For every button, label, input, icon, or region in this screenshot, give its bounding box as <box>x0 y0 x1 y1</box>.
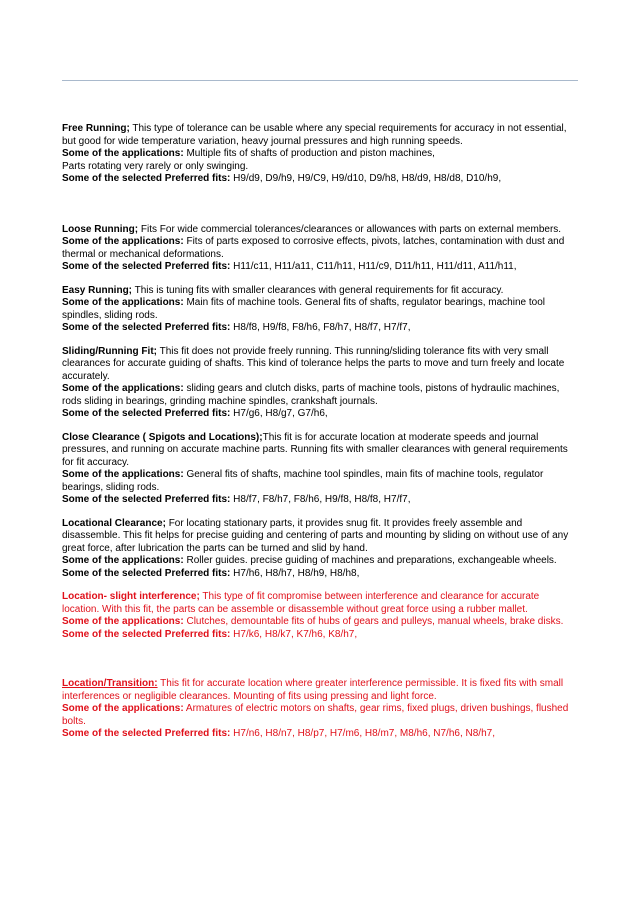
applications-line <box>62 148 578 161</box>
section-heading: Location- slight interference; <box>62 591 200 602</box>
applications-label: Some of the applications: <box>62 297 184 308</box>
preferred-fits-label: Some of the selected Preferred fits: <box>62 408 231 419</box>
preferred-fits-line <box>62 322 578 335</box>
section-sliding-running-fit <box>62 346 578 421</box>
applications-label: Some of the applications: <box>62 148 184 159</box>
section-free-running <box>62 123 578 186</box>
description-text: This is tuning fits with smaller clearances with general requirements for fit accuracy. <box>132 284 504 296</box>
preferred-fits-line <box>62 728 578 741</box>
section-description <box>62 678 578 703</box>
section-description <box>62 123 578 148</box>
applications-text: Roller guides. precise guiding of machines and preparations, exchangeable wheels. <box>183 555 557 566</box>
description-text: For locating stationary parts, it provides snug fit. It provides freely assemble and disassemble. This fit helps for precise guiding and centering of parts and mounting by sliding on without use of any great force, after lubrication the parts can be turned and slid by hand. <box>62 517 569 554</box>
applications-label: Some of the applications: <box>62 469 184 480</box>
preferred-fits-line <box>62 629 578 642</box>
preferred-fits-line <box>62 408 578 421</box>
applications-label: Some of the applications: <box>62 383 184 394</box>
applications-line <box>62 469 578 494</box>
section-locational-clearance <box>62 518 578 581</box>
section-description <box>62 285 578 298</box>
preferred-fits-text: H9/d9, D9/h9, H9/C9, H9/d10, D9/h8, H8/d9, H8/d8, D10/h9, <box>230 173 502 184</box>
preferred-fits-text: H7/k6, H8/k7, K7/h6, K8/h7, <box>230 628 358 640</box>
preferred-fits-text: H7/h6, H8/h7, H8/h9, H8/h8, <box>230 567 360 579</box>
description-text: This fit for accurate location where greater interference permissible. It is fixed fits with small interferences or negligible clearances. Mounting of fits using pressing and light force. <box>62 678 564 702</box>
preferred-fits-text: H7/g6, H8/g7, G7/h6, <box>230 408 328 419</box>
applications-text: sliding gears and clutch disks, parts of machine tools, pistons of hydraulic machines, rods sliding in bearings, grinding machine spindles, crankshaft journals. <box>62 383 560 407</box>
applications-text: Multiple fits of shafts of production and piston machines, <box>183 148 435 159</box>
applications-text: Armatures of electric motors on shafts, gear rims, fixed plugs, driven bushings, flushed bolts. <box>62 703 569 727</box>
preferred-fits-label: Some of the selected Preferred fits: <box>62 322 231 333</box>
preferred-fits-line <box>62 261 578 274</box>
applications-line <box>62 236 578 261</box>
preferred-fits-text: H8/f8, H9/f8, F8/h6, F8/h7, H8/f7, H7/f7, <box>230 322 411 333</box>
preferred-fits-text: H8/f7, F8/h7, F8/h6, H9/f8, H8/f8, H7/f7, <box>230 494 411 505</box>
applications-line <box>62 616 578 629</box>
applications-text: Fits of parts exposed to corrosive effects, pivots, latches, contamination with dust and thermal or mechanical deformations. <box>62 236 565 260</box>
preferred-fits-label: Some of the selected Preferred fits: <box>62 628 231 640</box>
preferred-fits-text: H11/c11, H11/a11, C11/h11, H11/c9, D11/h11, H11/d11, A11/h11, <box>230 261 517 272</box>
section-heading: Sliding/Running Fit; <box>62 345 157 357</box>
description-text: Fits For wide commercial tolerances/clearances or allowances with parts on external members. <box>138 223 562 235</box>
section-description <box>62 346 578 384</box>
preferred-fits-line <box>62 173 578 186</box>
applications-label: Some of the applications: <box>62 236 184 247</box>
section-heading: Location/Transition: <box>62 678 158 689</box>
document-body <box>62 123 578 741</box>
section-description <box>62 432 578 470</box>
section-description <box>62 224 578 237</box>
section-location-transition <box>62 678 578 741</box>
section-description <box>62 591 578 616</box>
applications-label: Some of the applications: <box>62 555 184 566</box>
section-easy-running <box>62 285 578 335</box>
section-heading: Locational Clearance; <box>62 517 166 529</box>
applications-line <box>62 703 578 728</box>
section-heading: Free Running; <box>62 123 130 134</box>
section-heading: Close Clearance ( Spigots and Locations); <box>62 431 263 443</box>
applications-extra: Parts rotating very rarely or only swinging. <box>62 160 249 172</box>
preferred-fits-line <box>62 494 578 507</box>
header-divider <box>62 80 578 81</box>
description-text: This fit does not provide freely running. This running/sliding tolerance fits with very small clearances for accurate guiding of shafts. This kind of tolerance helps the parts to move and turn freely and locate accurately. <box>62 345 565 382</box>
applications-label: Some of the applications: <box>62 703 184 714</box>
section-loose-running <box>62 224 578 274</box>
applications-line <box>62 383 578 408</box>
section-location-slight-interference <box>62 591 578 641</box>
preferred-fits-label: Some of the selected Preferred fits: <box>62 494 231 505</box>
applications-line <box>62 297 578 322</box>
description-text: This type of fit compromise between interference and clearance for accurate location. With this fit, the parts can be assemble or disassemble without great force using a rubber mallet. <box>62 591 540 615</box>
applications-label: Some of the applications: <box>62 616 184 627</box>
section-close-clearance <box>62 432 578 507</box>
preferred-fits-label: Some of the selected Preferred fits: <box>62 173 231 184</box>
preferred-fits-label: Some of the selected Preferred fits: <box>62 567 231 579</box>
section-description <box>62 518 578 556</box>
description-text: This fit is for accurate location at moderate speeds and journal pressures, and running on accurate machine parts. Running fits with smaller clearances with general requirements for fit accuracy. <box>62 431 568 468</box>
applications-line <box>62 555 578 568</box>
preferred-fits-label: Some of the selected Preferred fits: <box>62 728 231 739</box>
description-text: This type of tolerance can be usable where any special requirements for accuracy in not essential, but good for wide temperature variation, heavy journal pressures and high running speeds. <box>62 123 567 147</box>
applications-text: Clutches, demountable fits of hubs of gears and pulleys, manual wheels, brake disks. <box>183 616 564 627</box>
applications-text: Main fits of machine tools. General fits of shafts, regulator bearings, machine tool spindles, sliding rods. <box>62 297 545 321</box>
preferred-fits-text: H7/n6, H8/n7, H8/p7, H7/m6, H8/m7, M8/h6, N7/h6, N8/h7, <box>230 728 495 739</box>
section-heading: Easy Running; <box>62 284 133 296</box>
preferred-fits-line <box>62 568 578 581</box>
section-heading: Loose Running; <box>62 223 139 235</box>
preferred-fits-label: Some of the selected Preferred fits: <box>62 261 231 272</box>
applications-text: General fits of shafts, machine tool spindles, main fits of machine tools, regulator bearings, sliding rods. <box>62 469 544 493</box>
